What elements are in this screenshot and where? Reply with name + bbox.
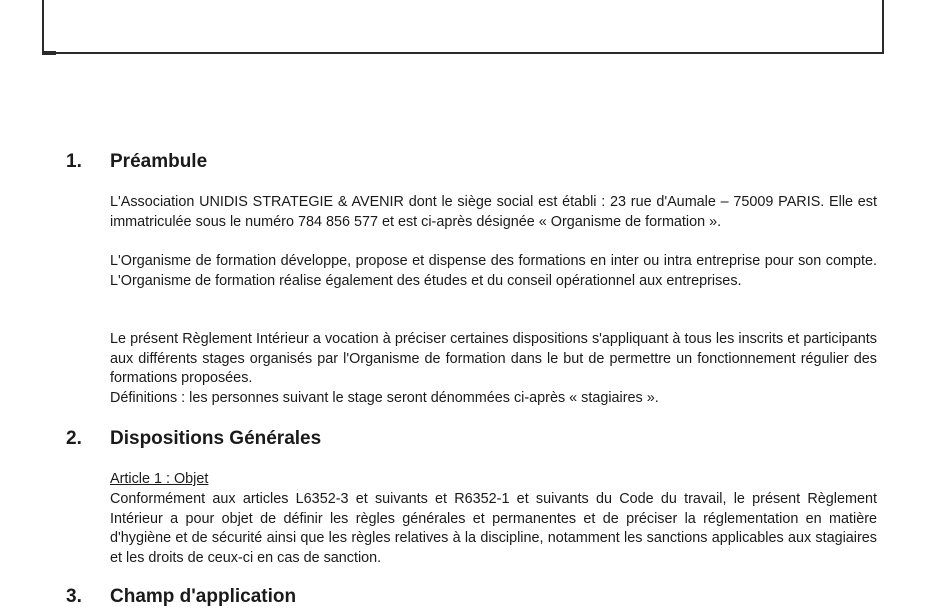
preambule-paragraph-4: Définitions : les personnes suivant le stage seront dénommées ci-après « stagiaires ». (110, 390, 659, 406)
section-number: 3. (66, 586, 82, 607)
preambule-paragraph-3: Le présent Règlement Intérieur a vocation à préciser certaines dispositions s'appliquant à tous les inscrits et participants aux différents stages organisés par l'Organisme de formation dans le but de permettre un fonctionnement régulier des formations proposées. (110, 331, 877, 386)
document-title-box (42, 0, 884, 54)
section-heading-preambule (66, 151, 207, 173)
section-number: 1. (66, 151, 82, 172)
preambule-paragraph-1: L'Association UNIDIS STRATEGIE & AVENIR dont le siège social est établi : 23 rue d'Aumale – 75009 PARIS. Elle est immatriculée sous le numéro 784 856 577 et est ci-après désignée « Organisme de formation ». (110, 194, 877, 230)
article-heading (110, 470, 877, 490)
section-heading-dispositions-generales (66, 428, 321, 450)
section-number: 2. (66, 428, 82, 449)
section-title: Champ d'application (110, 586, 297, 607)
section-heading-champ-application (66, 586, 296, 608)
title-box-corner-mark (42, 51, 56, 55)
preambule-paragraph-2: L'Organisme de formation développe, propose et dispense des formations en inter ou intra entreprise pour son compte. L'Organisme de formation réalise également des études et du conseil opérationnel aux entreprises. (110, 253, 877, 289)
article-1-title: Article 1 : Objet (110, 471, 209, 487)
section-title: Préambule (110, 151, 208, 172)
dispositions-paragraph-1: Conformément aux articles L6352-3 et suivants et R6352-1 et suivants du Code du travail, le présent Règlement Intérieur a pour objet de définir les règles générales et permanentes et de préciser la réglementation en matière d'hygiène et de sécurité ainsi que les règles relatives à la discipline, notamment les sanctions applicables aux stagiaires et les droits de ceux-ci en cas de sanction. (110, 491, 877, 566)
section-title: Dispositions Générales (110, 428, 322, 449)
